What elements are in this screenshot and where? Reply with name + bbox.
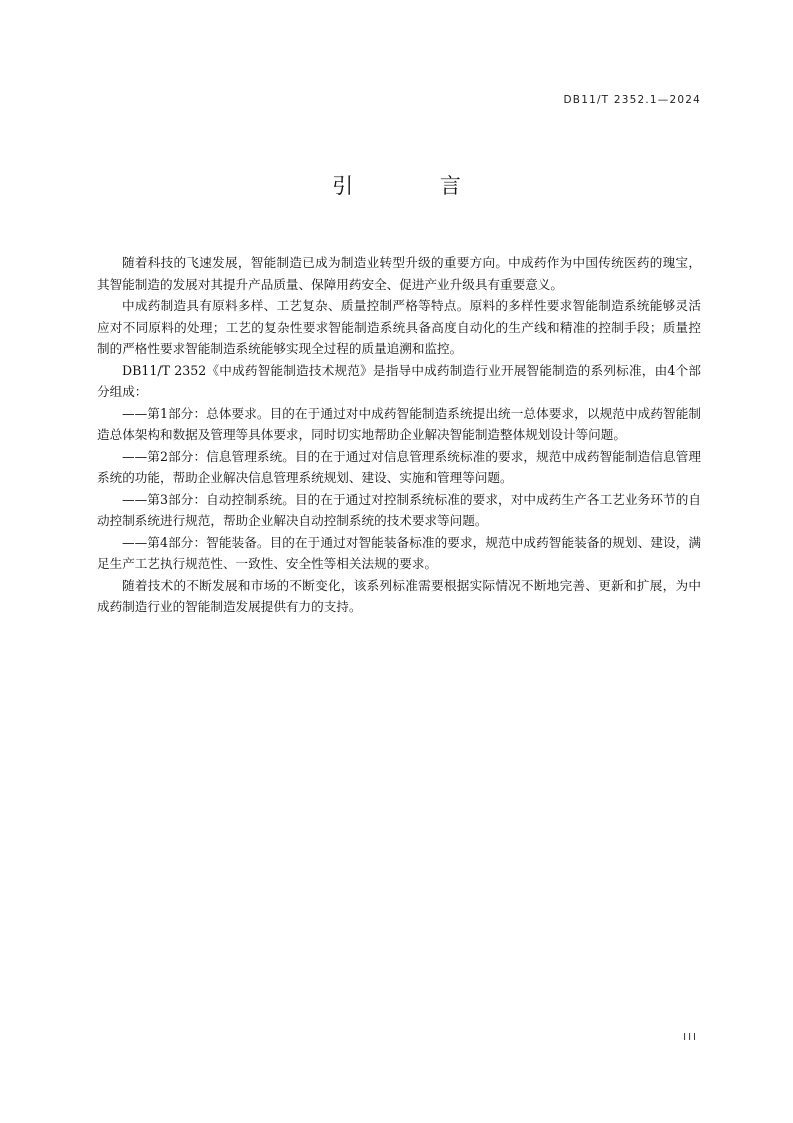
paragraph-part-3: ——第3部分：自动控制系统。目的在于通过对控制系统标准的要求，对中成药生产各工艺业务环节的自动控制系统进行规范，帮助企业解决自动控制系统的技术要求等问题。	[97, 491, 701, 528]
page-title: 引 言	[332, 174, 501, 198]
page-number: III	[683, 1032, 698, 1043]
paragraph-part-4: ——第4部分：智能装备。目的在于通过对智能装备标准的要求，规范中成药智能装备的规划、建设，满足生产工艺执行规范性、一致性、安全性等相关法规的要求。	[97, 534, 701, 571]
document-body	[97, 252, 701, 618]
paragraph-conclusion: 随着技术的不断发展和市场的不断变化，该系列标准需要根据实际情况不断地完善、更新和扩展，为中成药制造行业的智能制造发展提供有力的支持。	[97, 577, 701, 614]
document-code: DB11/T 2352.1—2024	[563, 94, 701, 106]
paragraph-standard-overview: DB11/T 2352《中成药智能制造技术规范》是指导中成药制造行业开展智能制造的系列标准，由4个部分组成：	[97, 362, 701, 399]
paragraph-intro: 随着科技的飞速发展，智能制造已成为制造业转型升级的重要方向。中成药作为中国传统医药的瑰宝，其智能制造的发展对其提升产品质量、保障用药安全、促进产业升级具有重要意义。	[97, 255, 701, 292]
paragraph-part-2: ——第2部分：信息管理系统。目的在于通过对信息管理系统标准的要求，规范中成药智能制造信息管理系统的功能，帮助企业解决信息管理系统规划、建设、实施和管理等问题。	[97, 448, 701, 485]
paragraph-part-1: ——第1部分：总体要求。目的在于通过对中成药智能制造系统提出统一总体要求，以规范中成药智能制造总体架构和数据及管理等具体要求，同时切实地帮助企业解决智能制造整体规划设计等问题。	[97, 405, 701, 442]
paragraph-characteristics: 中成药制造具有原料多样、工艺复杂、质量控制严格等特点。原料的多样性要求智能制造系统能够灵活应对不同原料的处理；工艺的复杂性要求智能制造系统具备高度自动化的生产线和精准的控制手段；质量控制的严格性要求智能制造系统能够实现全过程的质量追溯和监控。	[97, 298, 701, 356]
